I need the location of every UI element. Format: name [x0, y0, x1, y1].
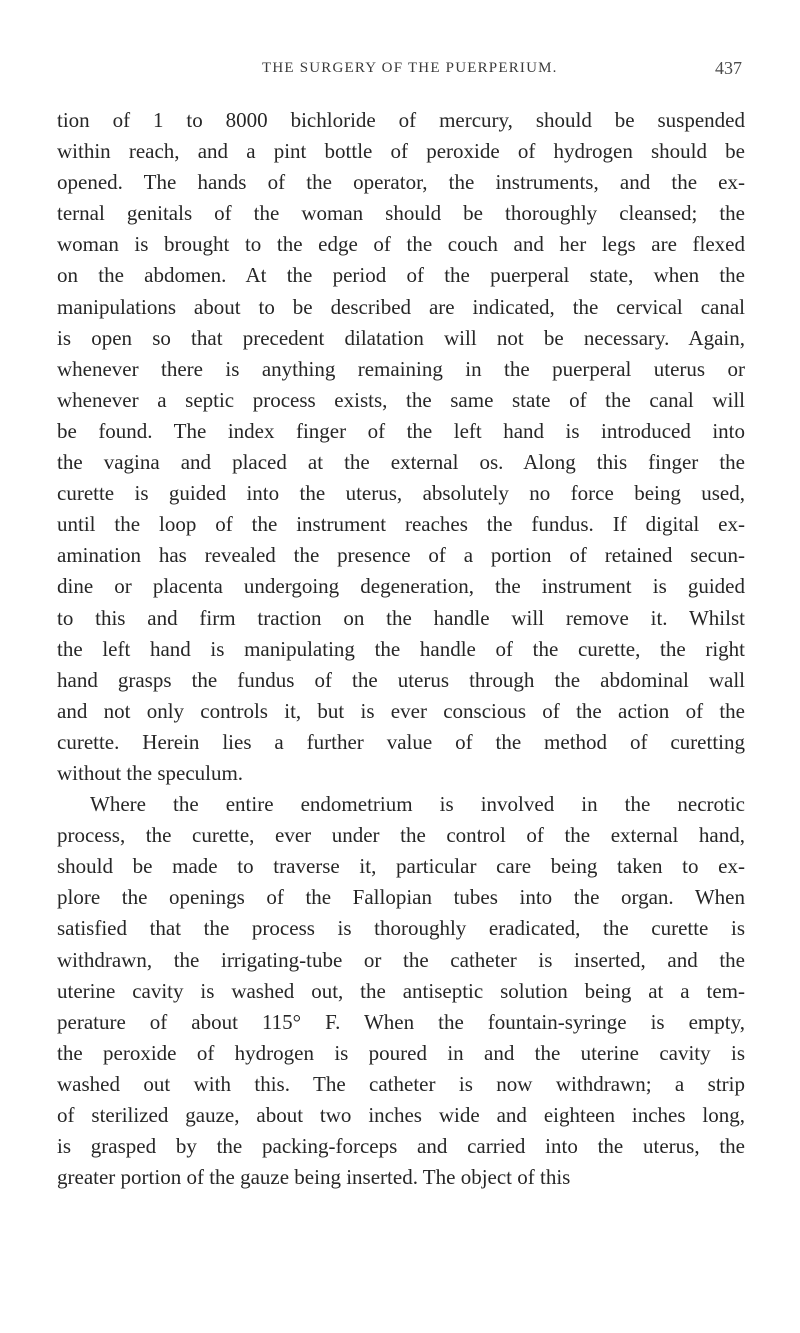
text-line: Where the entire endometrium is involved in the necrotic	[90, 792, 745, 817]
text-line: opened. The hands of the operator, the instruments, and the ex-	[57, 170, 745, 195]
text-line: greater portion of the gauze being inserted. The object of this	[57, 1165, 571, 1190]
text-line: curette is guided into the uterus, absolutely no force being used,	[57, 481, 745, 506]
running-head-title: THE SURGERY OF THE PUERPERIUM.	[262, 60, 558, 76]
text-line: is grasped by the packing-forceps and carried into the uterus, the	[57, 1134, 745, 1159]
text-line: dine or placenta undergoing degeneration, the instrument is guided	[57, 574, 745, 599]
paragraph-2	[57, 789, 745, 1193]
text-line: of sterilized gauze, about two inches wide and eighteen inches long,	[57, 1103, 745, 1127]
text-line: satisfied that the process is thoroughly eradicated, the curette is	[57, 916, 745, 941]
text-line: process, the curette, ever under the control of the external hand,	[57, 823, 745, 848]
text-line: ternal genitals of the woman should be thoroughly cleansed; the	[57, 201, 745, 226]
text-line: plore the openings of the Fallopian tubes into the organ. When	[57, 885, 745, 910]
text-line: curette. Herein lies a further value of the method of curetting	[57, 729, 745, 754]
text-line: to this and firm traction on the handle will remove it. Whilst	[57, 605, 745, 630]
text-line: and not only controls it, but is ever conscious of the action of the	[57, 698, 745, 723]
text-line: is open so that precedent dilatation will not be necessary. Again,	[57, 325, 745, 350]
body-text	[57, 105, 745, 1193]
text-line: perature of about 115° F. When the fountain-syringe is empty,	[57, 1009, 745, 1034]
text-line: whenever a septic process exists, the same state of the canal will	[57, 387, 745, 412]
text-line: tion of 1 to 8000 bichloride of mercury, should be suspended	[57, 108, 745, 132]
text-line: hand grasps the fundus of the uterus through the abdominal wall	[57, 667, 745, 692]
running-head	[0, 58, 800, 84]
text-line: be found. The index finger of the left hand is introduced into	[57, 418, 745, 443]
text-line: amination has revealed the presence of a portion of retained secun-	[57, 543, 745, 568]
paragraph-1	[57, 105, 745, 789]
text-line: washed out with this. The catheter is now withdrawn; a strip	[57, 1071, 745, 1096]
text-line: on the abdomen. At the period of the puerperal state, when the	[57, 263, 745, 288]
text-line: whenever there is anything remaining in the puerperal uterus or	[57, 356, 745, 381]
text-line: withdrawn, the irrigating-tube or the catheter is inserted, and the	[57, 947, 745, 972]
text-line: within reach, and a pint bottle of peroxide of hydrogen should be	[57, 139, 745, 164]
page-number: 437	[715, 58, 742, 78]
text-line: the vagina and placed at the external os. Along this finger the	[57, 450, 745, 475]
text-line: manipulations about to be described are indicated, the cervical canal	[57, 294, 745, 319]
text-line: uterine cavity is washed out, the antiseptic solution being at a tem-	[57, 978, 745, 1003]
text-line: until the loop of the instrument reaches the fundus. If digital ex-	[57, 512, 745, 537]
text-line: without the speculum.	[57, 760, 244, 785]
text-line: the peroxide of hydrogen is poured in and the uterine cavity is	[57, 1040, 745, 1065]
text-line: the left hand is manipulating the handle of the curette, the right	[57, 636, 745, 661]
text-line: should be made to traverse it, particular care being taken to ex-	[57, 854, 745, 879]
text-line: woman is brought to the edge of the couch and her legs are flexed	[57, 232, 745, 257]
